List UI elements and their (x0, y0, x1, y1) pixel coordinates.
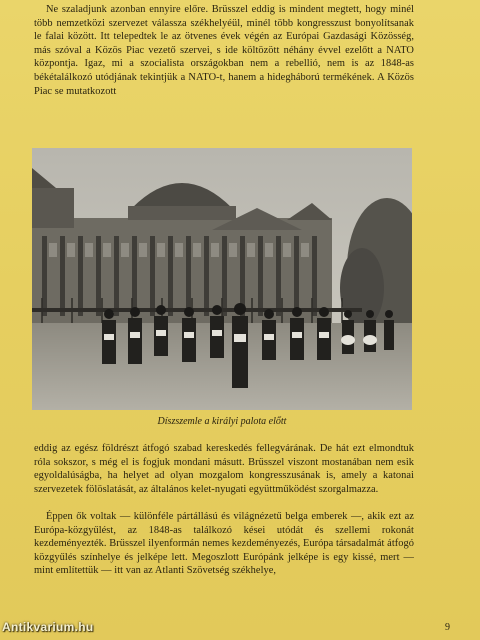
paragraph-middle-text: eddig az egész földrészt átfogó szabad kereskedés fellegvárának. De hát ezt elmondtuk róla sokszor, s még el is fogjuk mondani másutt. Brüsszel viszont mostanában nem esik egyoldalúságba, ha helyet ad olyan mozgalom kongresszusának is, amely a katonai szervezetek fölöslatását, az általános kelet-nyugati együttműködést szorgalmazza. (34, 443, 414, 495)
watermark-logo: Antikvarium.hu (2, 620, 94, 634)
palace-parade-photo (32, 148, 412, 410)
paragraph-top (34, 3, 414, 98)
page-number: 9 (445, 622, 450, 633)
paragraph-bottom (34, 510, 414, 578)
photo-caption: Díszszemle a királyi palota előtt (157, 416, 287, 427)
photo-illustration (32, 148, 412, 410)
paragraph-bottom-text: Éppen ők voltak — különféle pártállású és világnézetű belga emberek —, akik ezt az Európa-közgyűlést, az 1848-as találkozó kései utódát és szellemi rokonát kezdeményezték. Brüsszel ilyenformán nemes kezdeményezés, Európa társadalmát átfogó közgyűlés színhelye és jelképe lett. Megoszlott Európánk jelképe is egy kissé, mert — mint említettük — itt van az Atlanti Szövetség székhelye, (34, 511, 414, 577)
paragraph-middle (34, 442, 414, 496)
paragraph-top-text: Ne szaladjunk azonban ennyire előre. Brüsszel eddig is mindent megtett, hogy minél több nemzetközi szervezet válassza székhelyéül, minél több kongresszust bonyolítsanak le falai között. Itt telepedtek le az ötvenes évek végén az Európai Gazdasági Közösség, más szóval a Közös Piac vezető szervei, s ide költözött néhány évvel ezelőtt a NATO központja. Igaz, mi a szocialista országokban nem a rebellió, nem is az 1848-as békétalálkozó utódjának tekintjük a NATO-t, hanem a hidegháború termékének. A Közös Piac se mutatkozott (34, 4, 414, 97)
